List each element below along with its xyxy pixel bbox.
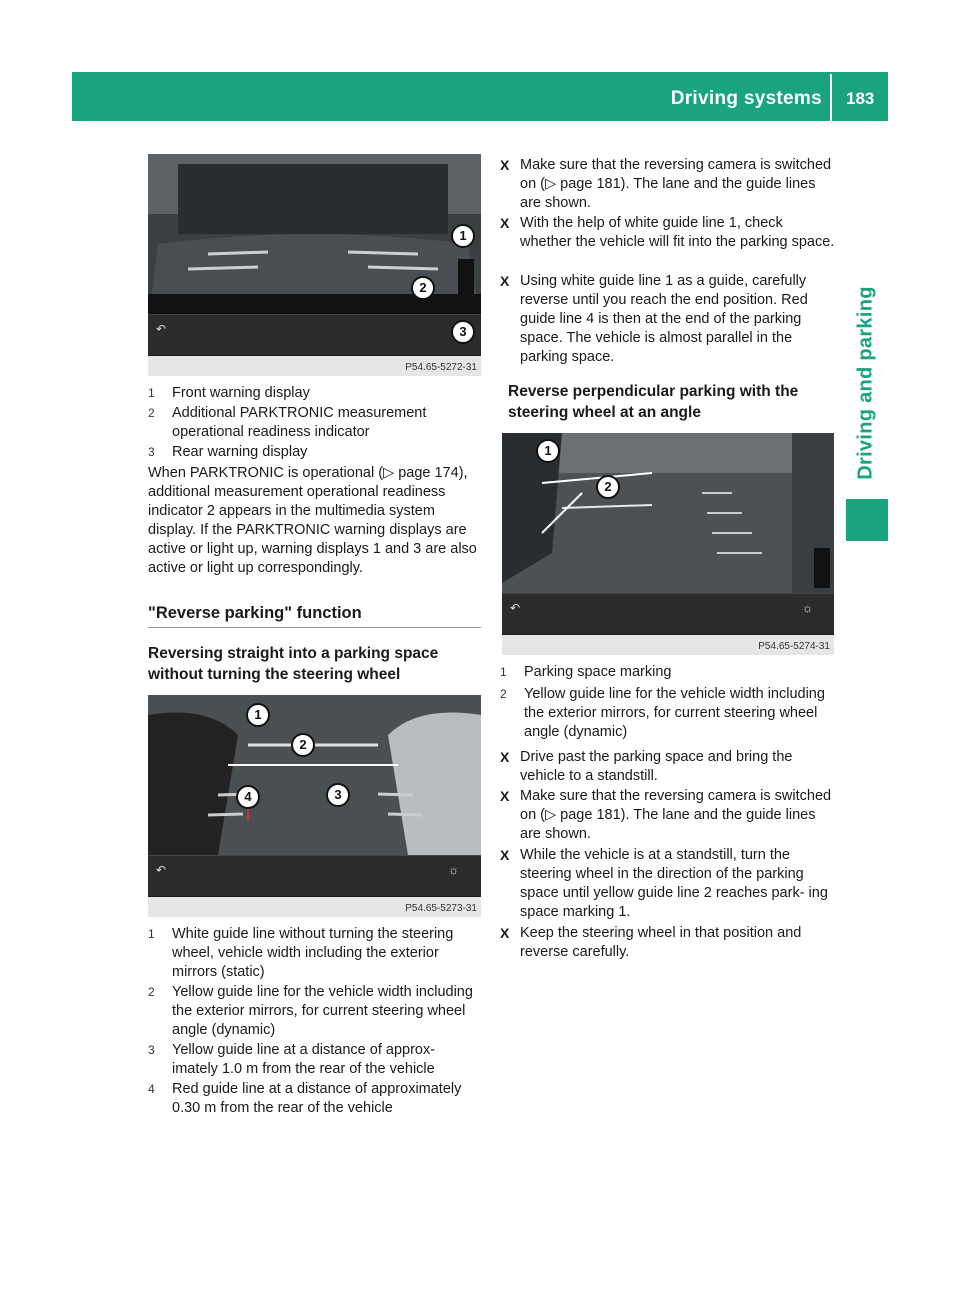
figure-straight-reversing <box>148 695 481 917</box>
step-marker: X <box>500 749 510 765</box>
legend-number: 2 <box>500 687 507 701</box>
legend-number: 3 <box>148 445 155 459</box>
step-item <box>500 748 836 786</box>
step-marker: X <box>500 215 510 231</box>
camera-image <box>148 154 481 324</box>
step-item <box>500 846 836 922</box>
callout-1: 1 <box>536 439 560 463</box>
callout-2: 2 <box>596 475 620 499</box>
page-header-title: Driving systems <box>670 88 822 109</box>
page-number: 183 <box>846 89 875 108</box>
legend-number: 4 <box>148 1082 155 1096</box>
legend-number: 1 <box>148 386 155 400</box>
legend-text: Yellow guide line for the vehicle width including the exterior mirrors, for current steering wheel angle (dynamic) <box>524 686 825 740</box>
step-item <box>500 924 836 962</box>
legend-text: Rear warning display <box>172 444 308 460</box>
legend-text: Additional PARKTRONIC measurement operational readiness indicator <box>172 405 427 440</box>
legend-number: 3 <box>148 1043 155 1057</box>
step-item <box>500 214 836 252</box>
figure-front-rear-warning <box>148 154 481 376</box>
subheading-line: Reversing straight into a parking space <box>148 645 439 662</box>
callout-2: 2 <box>411 276 435 300</box>
camera-menu-bar <box>148 314 481 355</box>
step-text: Using white guide line 1 as a guide, carefully reverse until you reach the end position. Red guide line 4 is then at the end of the parking space. The vehicle is almost parallel in the parking space. <box>520 273 808 365</box>
callout-4: 4 <box>236 785 260 809</box>
subheading-line: steering wheel at an angle <box>508 404 701 421</box>
legend-number: 1 <box>148 927 155 941</box>
camera-menu-bar <box>502 593 834 634</box>
legend-item <box>500 685 836 742</box>
camera-menu-bar <box>148 855 481 896</box>
legend-item <box>148 983 483 1040</box>
legend-text: White guide line without turning the steering wheel, vehicle width including the exterior mirrors (static) <box>172 926 454 980</box>
figure-perpendicular-parking <box>502 433 834 655</box>
section-rule <box>148 627 481 628</box>
figure-ref: P54.65-5273-31 <box>405 903 477 914</box>
legend-item <box>148 384 483 403</box>
legend-item <box>500 663 836 682</box>
figure-ref: P54.65-5272-31 <box>405 362 477 373</box>
step-item <box>500 272 836 367</box>
legend-text: Yellow guide line at a distance of approx- imately 1.0 m from the rear of the vehicle <box>172 1042 436 1077</box>
step-text: While the vehicle is at a standstill, turn the steering wheel in the direction of the parking space until yellow guide line 2 reaches park- ing space marking 1. <box>520 847 828 920</box>
step-marker: X <box>500 788 510 804</box>
back-icon: ↶ <box>156 322 167 336</box>
back-icon: ↶ <box>156 863 167 877</box>
brightness-icon: ☼ <box>802 601 813 615</box>
callout-3: 3 <box>326 783 350 807</box>
subheading-line: Reverse perpendicular parking with the <box>508 383 799 400</box>
camera-image <box>148 695 481 855</box>
step-marker: X <box>500 157 510 173</box>
subheading <box>148 643 483 685</box>
legend-text: Front warning display <box>172 385 310 401</box>
step-marker: X <box>500 847 510 863</box>
subheading <box>508 381 838 423</box>
back-icon: ↶ <box>510 601 521 615</box>
legend-item <box>148 925 483 982</box>
callout-1: 1 <box>246 703 270 727</box>
step-text: Drive past the parking space and bring the vehicle to a standstill. <box>520 749 793 784</box>
section-title: "Reverse parking" function <box>148 604 362 622</box>
legend-item <box>148 1080 483 1118</box>
step-marker: X <box>500 273 510 289</box>
legend-item <box>148 404 483 442</box>
legend-text: Red guide line at a distance of approximately 0.30 m from the rear of the vehicle <box>172 1081 462 1116</box>
side-tab-block <box>846 499 888 541</box>
callout-3: 3 <box>451 320 475 344</box>
paragraph: When PARKTRONIC is operational (▷ page 174), additional measurement operational readiness indicator 2 appears in the multimedia system display. If the PARKTRONIC warning displays are active or light up, warning displays 1 and 3 are also active or light up correspondingly. <box>148 465 477 576</box>
side-tab-label: Driving and parking <box>854 286 877 480</box>
legend-number: 1 <box>500 665 507 679</box>
brightness-icon: ☼ <box>448 863 459 877</box>
legend-number: 2 <box>148 985 155 999</box>
legend-item <box>148 443 483 462</box>
legend-text: Parking space marking <box>524 664 672 680</box>
legend-text: Yellow guide line for the vehicle width including the exterior mirrors, for current steering wheel angle (dynamic) <box>172 984 473 1038</box>
step-text: Make sure that the reversing camera is switched on (▷ page 181). The lane and the guide lines are shown. <box>520 157 832 211</box>
legend-item <box>148 1041 483 1079</box>
step-text: Make sure that the reversing camera is switched on (▷ page 181). The lane and the guide lines are shown. <box>520 788 832 842</box>
step-item <box>500 156 836 213</box>
step-text: Keep the steering wheel in that position and reverse carefully. <box>520 925 802 960</box>
callout-1: 1 <box>451 224 475 248</box>
step-marker: X <box>500 925 510 941</box>
header-divider <box>830 74 832 121</box>
subheading-line: without turning the steering wheel <box>148 666 401 683</box>
figure-ref: P54.65-5274-31 <box>758 641 830 652</box>
step-item <box>500 787 836 844</box>
step-text: With the help of white guide line 1, check whether the vehicle will fit into the parking space. <box>520 215 835 250</box>
legend-number: 2 <box>148 406 155 420</box>
callout-2: 2 <box>291 733 315 757</box>
side-tab <box>846 282 886 484</box>
